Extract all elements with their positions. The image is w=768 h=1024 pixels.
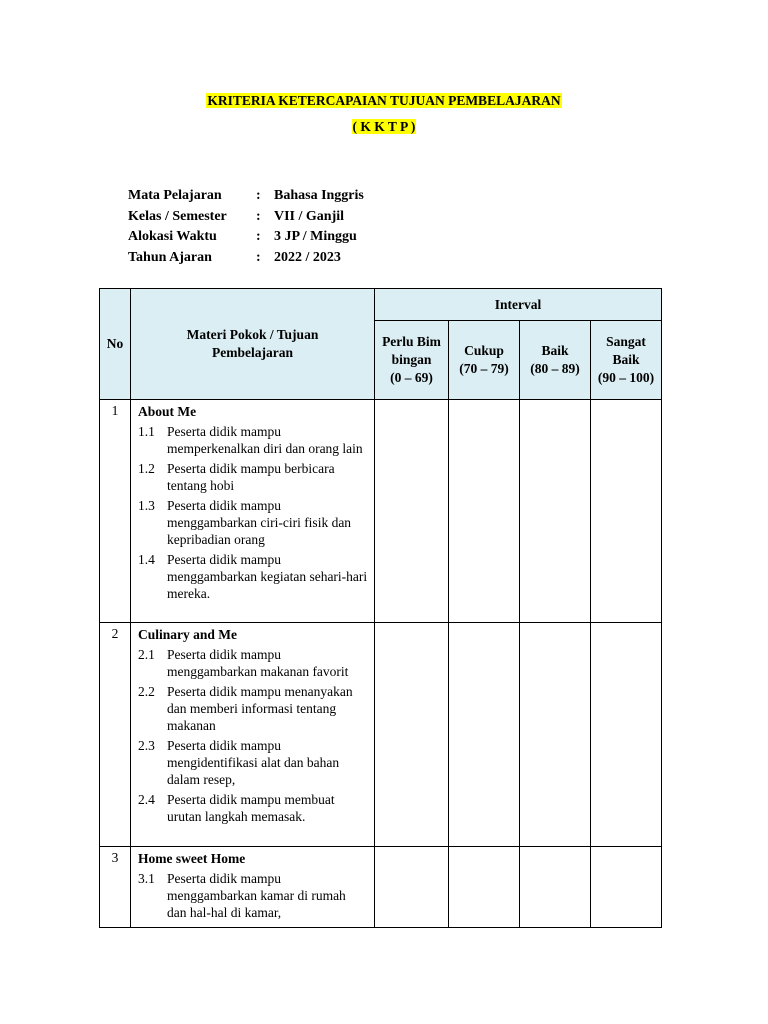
header-col-range: (90 – 100) xyxy=(597,370,655,385)
header-interval: Interval xyxy=(375,289,662,321)
info-block xyxy=(128,186,364,268)
header-col-range: (70 – 79) xyxy=(459,361,509,376)
header-cukup xyxy=(449,321,520,400)
objective-number: 1.4 xyxy=(138,552,155,567)
info-colon: : xyxy=(256,250,261,266)
table-row xyxy=(100,623,662,847)
objective-item xyxy=(138,497,368,548)
info-value: Bahasa Inggris xyxy=(274,188,364,204)
row-number: 2 xyxy=(100,623,131,847)
topic-title: Culinary and Me xyxy=(138,627,238,642)
objective-item xyxy=(138,870,368,921)
title-line-1: KRITERIA KETERCAPAIAN TUJUAN PEMBELAJARAN xyxy=(207,93,561,108)
info-label: Tahun Ajaran xyxy=(128,250,212,266)
objective-number: 3.1 xyxy=(138,871,155,886)
objective-item xyxy=(138,646,368,680)
table-row xyxy=(100,400,662,623)
objective-text: Peserta didik mampu menggambarkan ciri-ciri fisik dan kepribadian orang xyxy=(167,498,352,547)
objective-item xyxy=(138,683,368,734)
score-cell xyxy=(591,847,662,928)
header-col-name: Baik xyxy=(541,343,569,358)
header-col-range: (0 – 69) xyxy=(390,370,433,385)
topic-cell xyxy=(131,623,375,847)
title-line-2: ( K K T P ) xyxy=(352,119,416,134)
topic-cell xyxy=(131,847,375,928)
score-cell xyxy=(449,400,520,623)
info-label: Mata Pelajaran xyxy=(128,188,222,204)
info-colon: : xyxy=(256,208,261,224)
score-cell xyxy=(449,623,520,847)
info-label: Alokasi Waktu xyxy=(128,229,217,245)
objective-text: Peserta didik mampu memperkenalkan diri dan orang lain xyxy=(167,424,363,456)
objective-number: 1.1 xyxy=(138,424,155,439)
kktp-table xyxy=(99,288,662,928)
score-cell xyxy=(375,623,449,847)
objective-text: Peserta didik mampu berbicara tentang hobi xyxy=(167,461,335,493)
info-row-kelas-semester xyxy=(128,207,364,228)
objective-number: 1.2 xyxy=(138,461,155,476)
header-baik xyxy=(520,321,591,400)
header-row-1 xyxy=(100,289,662,321)
header-no: No xyxy=(100,289,131,400)
objective-number: 2.4 xyxy=(138,792,155,807)
objective-item xyxy=(138,551,368,602)
table-row xyxy=(100,847,662,928)
score-cell xyxy=(375,400,449,623)
header-col-name: Cukup xyxy=(464,343,504,358)
score-cell xyxy=(375,847,449,928)
header-materi: Materi Pokok / Tujuan Pembelajaran xyxy=(131,289,375,400)
topic-cell xyxy=(131,400,375,623)
score-cell xyxy=(591,623,662,847)
objective-number: 2.1 xyxy=(138,647,155,662)
objective-text: Peserta didik mampu mengidentifikasi alat dan bahan dalam resep, xyxy=(167,738,340,787)
objective-text: Peserta didik mampu menggambarkan makanan favorit xyxy=(167,647,349,679)
header-col-name: Sangat Baik xyxy=(606,334,646,367)
objective-number: 1.3 xyxy=(138,498,155,513)
info-row-tahun-ajaran xyxy=(128,248,364,269)
objective-item xyxy=(138,791,368,825)
info-row-mata-pelajaran xyxy=(128,186,364,207)
objective-item xyxy=(138,460,368,494)
row-number: 1 xyxy=(100,400,131,623)
document-title xyxy=(0,92,768,144)
score-cell xyxy=(591,400,662,623)
objective-text: Peserta didik mampu menanyakan dan memberi informasi tentang makanan xyxy=(167,684,353,733)
header-perlu-bimbingan xyxy=(375,321,449,400)
topic-title: Home sweet Home xyxy=(138,851,246,866)
objective-text: Peserta didik mampu menggambarkan kegiatan sehari-hari mereka. xyxy=(167,552,368,601)
objective-number: 2.3 xyxy=(138,738,155,753)
objective-number: 2.2 xyxy=(138,684,155,699)
objective-item xyxy=(138,737,368,788)
score-cell xyxy=(520,847,591,928)
objective-text: Peserta didik mampu membuat urutan langkah memasak. xyxy=(167,792,335,824)
row-number: 3 xyxy=(100,847,131,928)
info-value: 2022 / 2023 xyxy=(274,250,341,266)
info-colon: : xyxy=(256,188,261,204)
score-cell xyxy=(520,400,591,623)
header-sangat-baik xyxy=(591,321,662,400)
topic-title: About Me xyxy=(138,404,197,419)
objective-text: Peserta didik mampu menggambarkan kamar di rumah dan hal-hal di kamar, xyxy=(167,871,346,920)
score-cell xyxy=(520,623,591,847)
info-label: Kelas / Semester xyxy=(128,208,227,224)
header-col-range: (80 – 89) xyxy=(530,361,580,376)
objective-item xyxy=(138,423,368,457)
info-value: VII / Ganjil xyxy=(274,208,345,224)
info-row-alokasi-waktu xyxy=(128,227,364,248)
header-col-name: Perlu Bimbingan xyxy=(382,334,441,367)
score-cell xyxy=(449,847,520,928)
info-colon: : xyxy=(256,229,261,245)
info-value: 3 JP / Minggu xyxy=(274,229,357,245)
